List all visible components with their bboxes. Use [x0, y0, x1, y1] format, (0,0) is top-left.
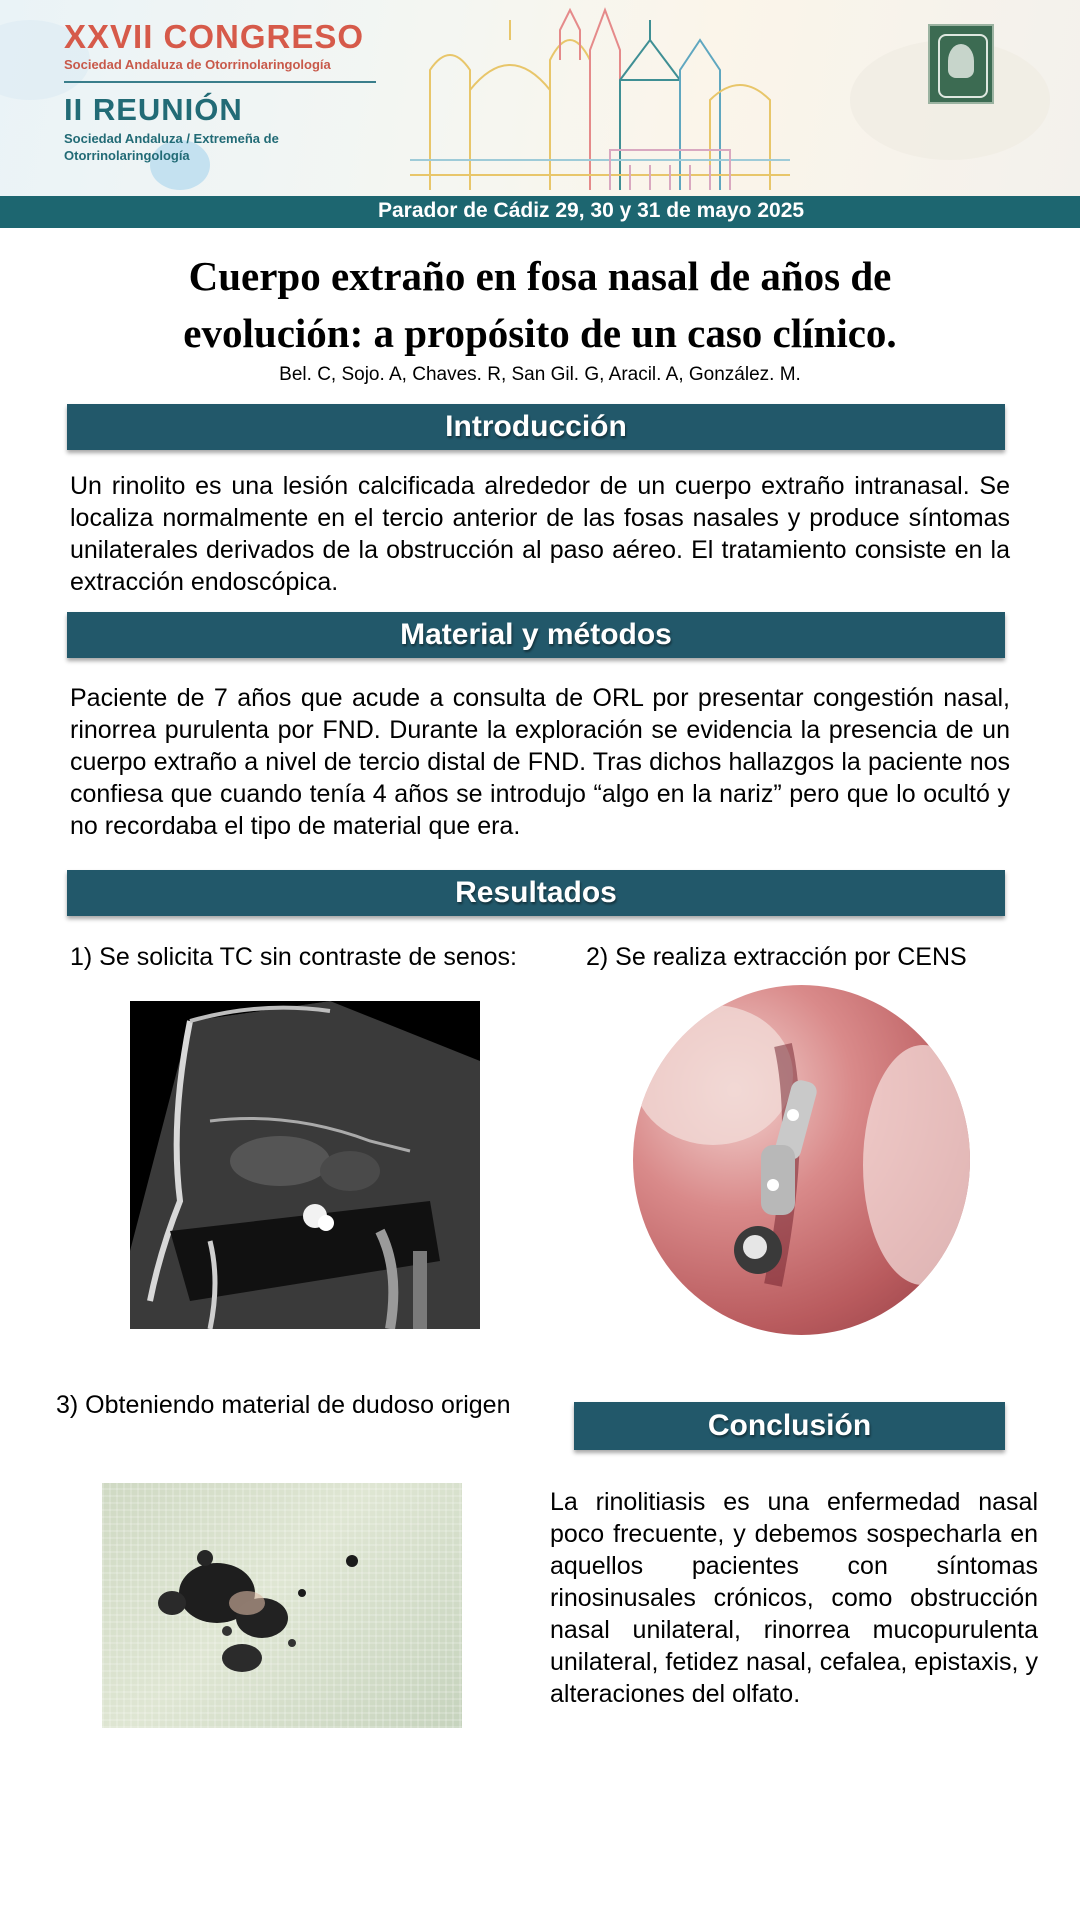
society-crest-icon — [928, 24, 994, 104]
introduccion-text: Un rinolito es una lesión calcificada alrededor de un cuerpo extraño intranasal. Se localiza normalmente en el tercio anterior de las fosas nasales y produce síntomas unilaterales derivados de la obstrucción al paso aéreo. El tratamiento consiste en la extracción endoscópica. — [70, 472, 1010, 596]
meeting-title: II REUNIÓN — [64, 92, 243, 127]
poster-title: Cuerpo extraño en fosa nasal de años de evolución: a propósito de un caso clínico. — [183, 253, 897, 356]
congress-title: XXVII CONGRESO — [64, 18, 365, 55]
section-header-material: Material y métodos — [67, 612, 1005, 658]
ct-scan-image — [130, 1001, 480, 1329]
congress-subtitle: Sociedad Andaluza de Otorrinolaringología — [64, 57, 331, 72]
cadiz-skyline-illustration — [410, 0, 790, 196]
material-text: Paciente de 7 años que acude a consulta de ORL por presentar congestión nasal, rinorrea purulenta por FND. Durante la exploración se evidencia la presencia de un cuerpo extraño a nivel de tercio distal de FND. Tras dichos hallazgos la paciente nos confiesa que cuando tenía 4 años se introdujo “algo en la nariz” pero que lo ocultó y no recordaba el tipo de material que era. — [70, 684, 1010, 840]
extracted-material-image — [102, 1483, 462, 1728]
caption-extraction: 2) Se realiza extracción por CENS — [586, 943, 967, 971]
section-header-conclusion: Conclusión — [574, 1402, 1005, 1450]
crest-shield — [948, 44, 974, 78]
header-divider — [64, 81, 376, 83]
authors: Bel. C, Sojo. A, Chaves. R, San Gil. G, Aracil. A, González. M. — [279, 364, 801, 385]
extracted-material-drawing — [102, 1483, 462, 1728]
section-header-introduccion: Introducción — [67, 404, 1005, 450]
ct-scan-drawing — [130, 1001, 480, 1329]
venue-date: Parador de Cádiz 29, 30 y 31 de mayo 2025 — [378, 199, 805, 222]
endoscopy-image — [633, 985, 970, 1335]
conclusion-text: La rinolitiasis es una enfermedad nasal poco frecuente, y debemos sospecharla en aquellos pacientes con síntomas rinosinusales crónicos, como obstrucción nasal unilateral, rinorrea mucopurulenta unilateral, fetidez nasal, cefalea, epistaxis, y alteraciones del olfato. — [550, 1488, 1038, 1708]
header-banner — [0, 0, 1080, 196]
caption-ct: 1) Se solicita TC sin contraste de senos: — [70, 943, 517, 971]
endoscopy-drawing — [633, 985, 970, 1335]
section-header-resultados: Resultados — [67, 870, 1005, 916]
caption-material: 3) Obteniendo material de dudoso origen — [56, 1391, 511, 1419]
meeting-subtitle: Sociedad Andaluza / Extremeña de Otorrinolaringología — [64, 131, 279, 163]
